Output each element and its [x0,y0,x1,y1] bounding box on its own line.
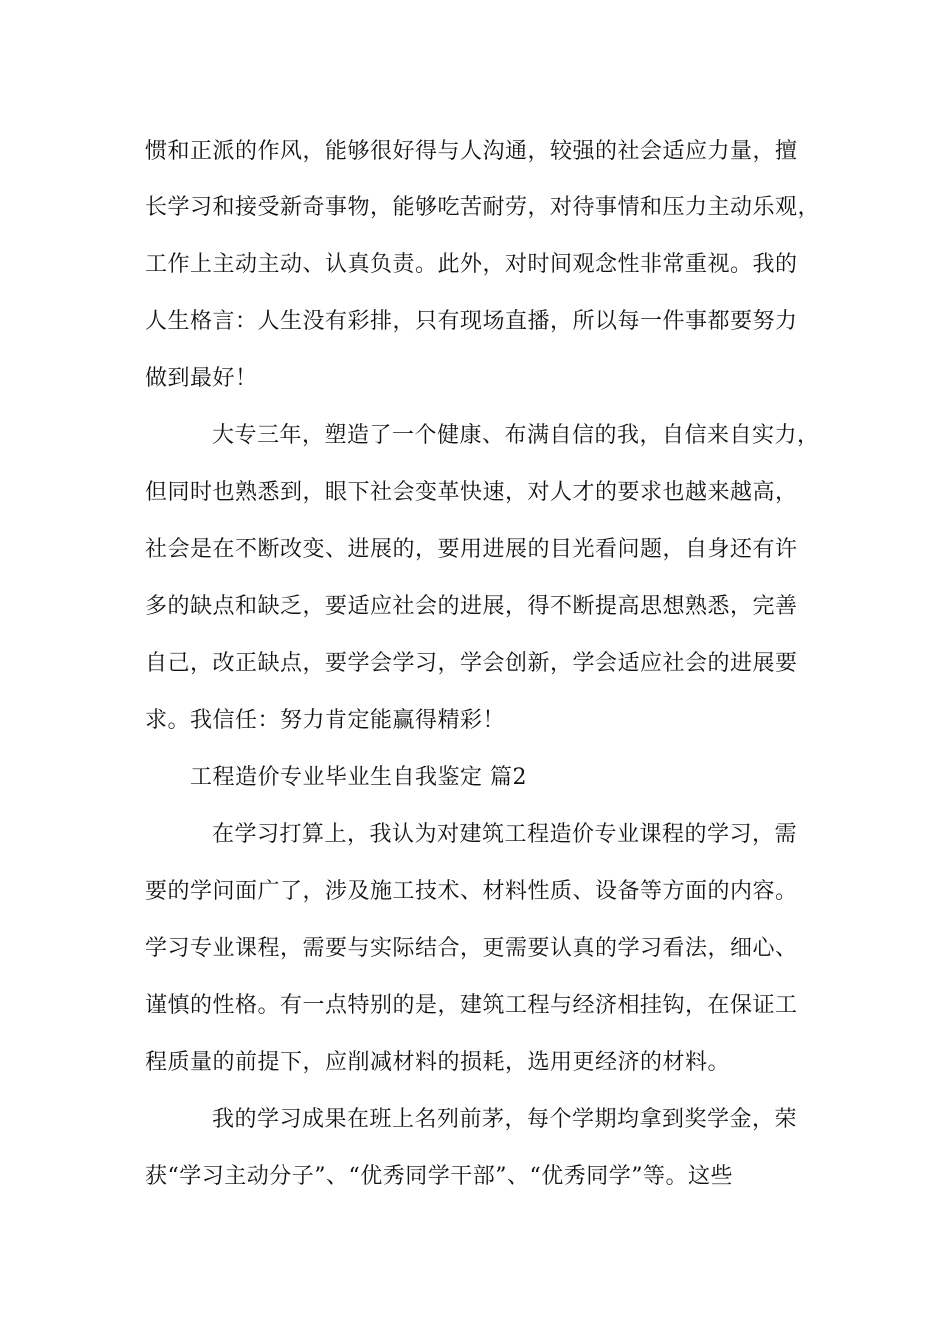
paragraph-2-line-5: 自己，改正缺点，要学会学习，学会创新，学会适应社会的进展要 [145,651,798,676]
paragraph-3-line-1: 在学习打算上，我认为对建筑工程造价专业课程的学习，需 [212,822,798,847]
paragraph-4-line-1: 我的学习成果在班上名列前茅，每个学期均拿到奖学金，荣 [212,1107,798,1132]
paragraph-4-line-2: 获“学习主动分子”、“优秀同学干部”、“优秀同学”等。这些 [145,1164,733,1189]
paragraph-2-line-2: 但同时也熟悉到，眼下社会变革快速，对人才的要求也越来越高， [145,480,798,505]
paragraph-2-line-3: 社会是在不断改变、进展的，要用进展的目光看问题，自身还有许 [145,537,798,562]
paragraph-2-line-4: 多的缺点和缺乏，要适应社会的进展，得不断提高思想熟悉，完善 [145,594,798,619]
paragraph-1-line-4: 人生格言：人生没有彩排，只有现场直播，所以每一件事都要努力 [145,309,798,334]
paragraph-3-line-5: 程质量的前提下，应削减材料的损耗，选用更经济的材料。 [145,1050,731,1075]
paragraph-1-line-2: 长学习和接受新奇事物，能够吃苦耐劳，对待事情和压力主动乐观， [145,195,821,220]
paragraph-1-line-3: 工作上主动主动、认真负责。此外，对时间观念性非常重视。我的 [145,252,798,277]
paragraph-1-line-1: 惯和正派的作风，能够很好得与人沟通，较强的社会适应力量，擅 [145,139,798,164]
section-heading: 工程造价专业毕业生自我鉴定 篇2 [190,765,527,790]
paragraph-3-line-3: 学习专业课程，需要与实际结合，更需要认真的学习看法，细心、 [145,936,798,961]
paragraph-2-line-6: 求。我信任：努力肯定能赢得精彩！ [145,708,506,733]
paragraph-3-line-4: 谨慎的性格。有一点特别的是，建筑工程与经济相挂钩，在保证工 [145,993,798,1018]
paragraph-1-line-5: 做到最好！ [145,366,258,391]
paragraph-3-line-2: 要的学问面广了，涉及施工技术、材料性质、设备等方面的内容。 [145,879,798,904]
paragraph-2-line-1: 大专三年，塑造了一个健康、布满自信的我，自信来自实力， [212,423,820,448]
